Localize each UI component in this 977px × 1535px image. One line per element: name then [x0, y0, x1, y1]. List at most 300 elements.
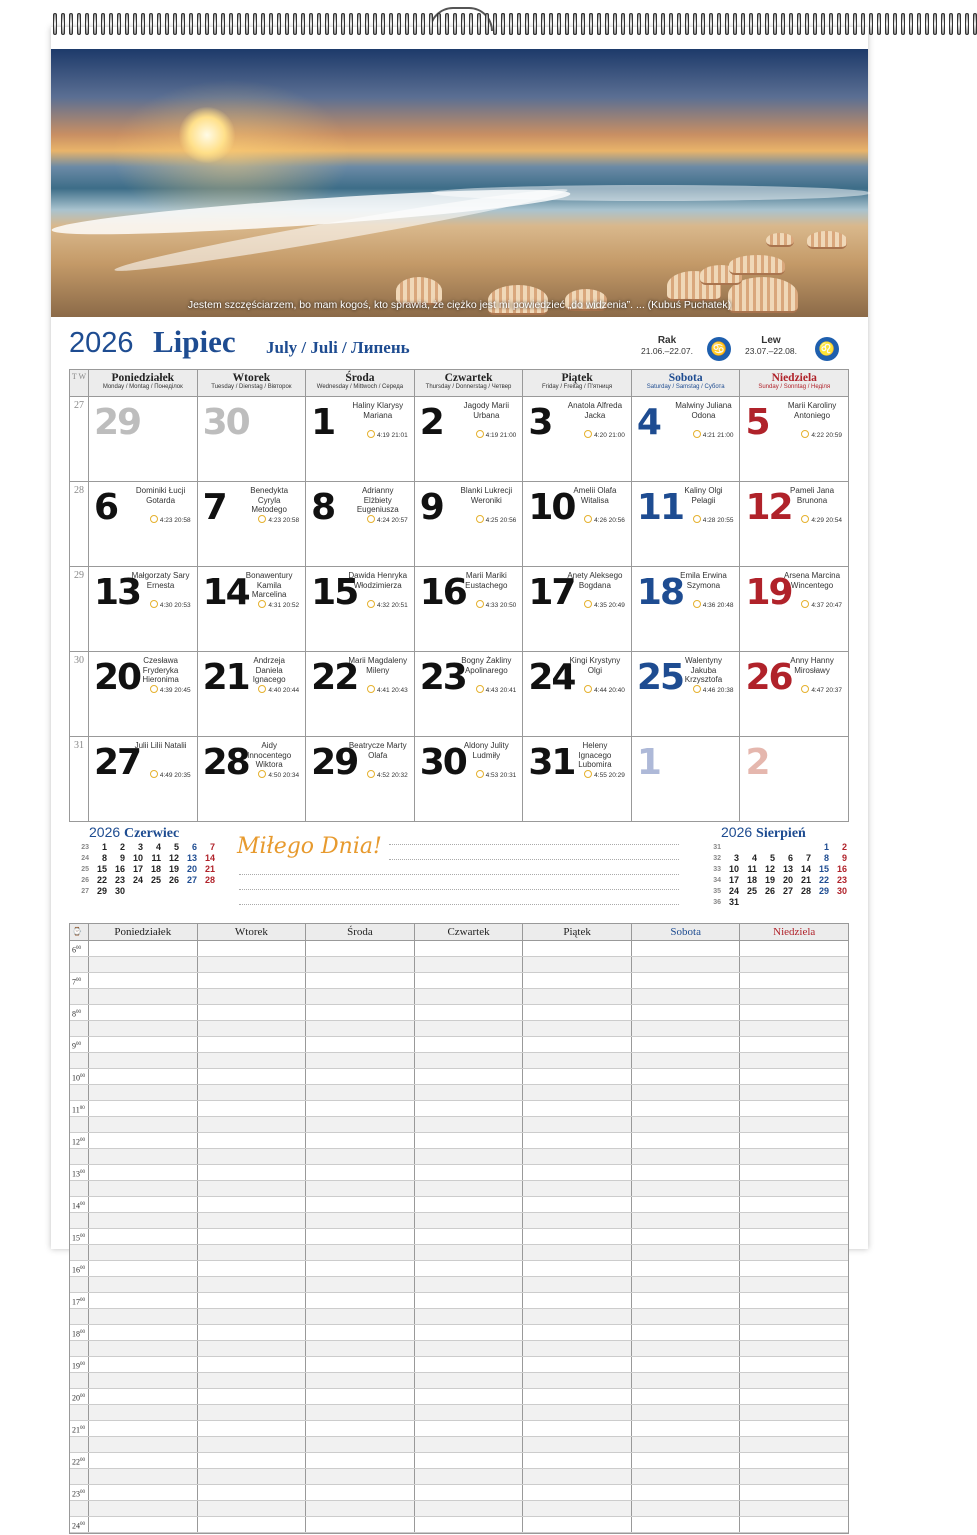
day-cell[interactable]: [198, 397, 307, 481]
planner-slot[interactable]: [415, 1005, 524, 1020]
planner-slot[interactable]: [306, 1293, 415, 1308]
planner-slot[interactable]: [306, 1357, 415, 1372]
planner-slot[interactable]: [523, 1437, 632, 1452]
planner-slot[interactable]: [740, 1133, 848, 1148]
planner-slot[interactable]: [523, 1069, 632, 1084]
planner-slot[interactable]: [523, 957, 632, 972]
planner-slot[interactable]: [523, 1309, 632, 1324]
planner-slot[interactable]: [306, 1341, 415, 1356]
planner-slot[interactable]: [523, 1517, 632, 1532]
planner-slot[interactable]: [740, 1085, 848, 1100]
planner-slot[interactable]: [198, 1357, 307, 1372]
planner-slot[interactable]: [306, 1517, 415, 1532]
planner-slot[interactable]: [632, 1517, 741, 1532]
planner-slot[interactable]: [523, 1149, 632, 1164]
planner-slot[interactable]: [523, 1101, 632, 1116]
planner-slot[interactable]: [740, 1421, 848, 1436]
planner-slot[interactable]: [198, 941, 307, 956]
planner-slot[interactable]: [740, 1005, 848, 1020]
day-cell[interactable]: [415, 737, 524, 821]
planner-slot[interactable]: [740, 1181, 848, 1196]
mini-day: 30: [114, 886, 125, 896]
day-cell[interactable]: [306, 652, 415, 736]
planner-slot[interactable]: [523, 1005, 632, 1020]
planner-slot[interactable]: [89, 1213, 198, 1228]
planner-slot[interactable]: [740, 1389, 848, 1404]
planner-slot[interactable]: [632, 1133, 741, 1148]
planner-slot[interactable]: [306, 1261, 415, 1276]
planner-slot[interactable]: [306, 941, 415, 956]
planner-slot[interactable]: [415, 1485, 524, 1500]
planner-slot[interactable]: [306, 1085, 415, 1100]
planner-slot[interactable]: [198, 1421, 307, 1436]
planner-slot[interactable]: [89, 973, 198, 988]
day-cell[interactable]: [198, 482, 307, 566]
mini-day: 23: [836, 875, 847, 885]
planner-slot[interactable]: [198, 1277, 307, 1292]
planner-slot[interactable]: [198, 957, 307, 972]
planner-slot[interactable]: [198, 973, 307, 988]
day-cell[interactable]: [306, 397, 415, 481]
planner-slot[interactable]: [198, 1229, 307, 1244]
planner-slot[interactable]: [415, 1357, 524, 1372]
planner-slot[interactable]: [89, 989, 198, 1004]
planner-slot[interactable]: [523, 973, 632, 988]
day-cell[interactable]: [632, 397, 741, 481]
planner-slot[interactable]: [632, 1229, 741, 1244]
planner-slot[interactable]: [306, 1197, 415, 1212]
day-cell[interactable]: [89, 482, 198, 566]
day-cell[interactable]: [740, 482, 848, 566]
planner-slot[interactable]: [306, 1133, 415, 1148]
planner-slot[interactable]: [306, 1453, 415, 1468]
planner-slot[interactable]: [89, 1149, 198, 1164]
planner-slot[interactable]: [740, 1229, 848, 1244]
planner-slot[interactable]: [740, 1325, 848, 1340]
planner-slot[interactable]: [89, 1005, 198, 1020]
planner-slot[interactable]: [523, 1485, 632, 1500]
planner-slot[interactable]: [89, 1517, 198, 1532]
planner-slot[interactable]: [632, 1389, 741, 1404]
day-cell[interactable]: [523, 397, 632, 481]
planner-slot[interactable]: [89, 1117, 198, 1132]
planner-slot[interactable]: [198, 1181, 307, 1196]
planner-slot[interactable]: [632, 1485, 741, 1500]
planner-slot[interactable]: [415, 1421, 524, 1436]
planner-slot[interactable]: [415, 1469, 524, 1484]
planner-slot[interactable]: [89, 1485, 198, 1500]
planner-slot[interactable]: [306, 1373, 415, 1388]
planner-slot[interactable]: [632, 1421, 741, 1436]
planner-slot[interactable]: [523, 1421, 632, 1436]
planner-slot[interactable]: [306, 1005, 415, 1020]
day-cell[interactable]: [415, 482, 524, 566]
nameday-names: Pameli Jana Brunona: [790, 486, 835, 505]
planner-slot[interactable]: [306, 1325, 415, 1340]
planner-slot[interactable]: [632, 1181, 741, 1196]
planner-slot[interactable]: [198, 1437, 307, 1452]
planner-slot[interactable]: [523, 941, 632, 956]
day-cell[interactable]: [89, 652, 198, 736]
planner-slot[interactable]: [415, 1101, 524, 1116]
planner-hour-row: [70, 989, 848, 1005]
planner-slot[interactable]: [198, 1005, 307, 1020]
planner-slot[interactable]: [198, 1213, 307, 1228]
day-cell[interactable]: [523, 652, 632, 736]
planner-slot[interactable]: [523, 1037, 632, 1052]
planner-slot[interactable]: [306, 1037, 415, 1052]
planner-slot[interactable]: [415, 1293, 524, 1308]
planner-slot[interactable]: [198, 1389, 307, 1404]
planner-slot[interactable]: [415, 973, 524, 988]
planner-slot[interactable]: [198, 1245, 307, 1260]
planner-slot[interactable]: [740, 1277, 848, 1292]
planner-slot[interactable]: [306, 1149, 415, 1164]
planner-slot[interactable]: [523, 1229, 632, 1244]
day-cell[interactable]: [306, 567, 415, 651]
planner-slot[interactable]: [198, 1021, 307, 1036]
day-cell[interactable]: [89, 737, 198, 821]
planner-slot[interactable]: [415, 1437, 524, 1452]
planner-slot[interactable]: [740, 1485, 848, 1500]
planner-slot[interactable]: [740, 1117, 848, 1132]
planner-slot[interactable]: [89, 1357, 198, 1372]
planner-slot[interactable]: [740, 957, 848, 972]
planner-slot[interactable]: [632, 1437, 741, 1452]
planner-slot[interactable]: [198, 1133, 307, 1148]
planner-slot[interactable]: [632, 1245, 741, 1260]
planner-slot[interactable]: [632, 1021, 741, 1036]
day-cell[interactable]: [415, 652, 524, 736]
planner-slot[interactable]: [415, 1277, 524, 1292]
planner-slot[interactable]: [198, 1469, 307, 1484]
day-cell[interactable]: [740, 737, 848, 821]
planner-slot[interactable]: [632, 989, 741, 1004]
planner-slot[interactable]: [306, 1165, 415, 1180]
planner-slot[interactable]: [89, 1373, 198, 1388]
planner-slot[interactable]: [740, 1405, 848, 1420]
planner-slot[interactable]: [632, 973, 741, 988]
planner-slot[interactable]: [89, 1421, 198, 1436]
planner-slot[interactable]: [198, 1485, 307, 1500]
planner-slot[interactable]: [306, 1101, 415, 1116]
day-cell[interactable]: [89, 567, 198, 651]
planner-slot[interactable]: [89, 1293, 198, 1308]
planner-slot[interactable]: [523, 1021, 632, 1036]
planner-slot[interactable]: [740, 941, 848, 956]
planner-slot[interactable]: [415, 1309, 524, 1324]
planner-slot[interactable]: [523, 1357, 632, 1372]
planner-slot[interactable]: [632, 1293, 741, 1308]
planner-slot[interactable]: [198, 1517, 307, 1532]
planner-slot[interactable]: [89, 1165, 198, 1180]
planner-slot[interactable]: [89, 1341, 198, 1356]
planner-slot[interactable]: [632, 1357, 741, 1372]
planner-slot[interactable]: [89, 941, 198, 956]
planner-slot[interactable]: [89, 1325, 198, 1340]
planner-slot[interactable]: [740, 1165, 848, 1180]
planner-slot[interactable]: [198, 1149, 307, 1164]
planner-slot[interactable]: [740, 1261, 848, 1276]
planner-slot[interactable]: [415, 1053, 524, 1068]
planner-slot[interactable]: [89, 1069, 198, 1084]
planner-slot[interactable]: [198, 1453, 307, 1468]
planner-slot[interactable]: [632, 941, 741, 956]
planner-slot[interactable]: [523, 1469, 632, 1484]
day-cell[interactable]: [415, 567, 524, 651]
day-cell[interactable]: [89, 397, 198, 481]
planner-slot[interactable]: [415, 1325, 524, 1340]
planner-slot[interactable]: [306, 1069, 415, 1084]
planner-slot[interactable]: [415, 1197, 524, 1212]
planner-slot[interactable]: [523, 1453, 632, 1468]
planner-slot[interactable]: [198, 1197, 307, 1212]
planner-slot[interactable]: [89, 1181, 198, 1196]
planner-slot[interactable]: [198, 1069, 307, 1084]
planner-slot[interactable]: [198, 1309, 307, 1324]
day-cell[interactable]: [198, 567, 307, 651]
planner-slot[interactable]: [632, 1117, 741, 1132]
planner-slot[interactable]: [740, 973, 848, 988]
planner-slot[interactable]: [415, 1501, 524, 1516]
planner-slot[interactable]: [198, 1261, 307, 1276]
planner-slot[interactable]: [632, 1341, 741, 1356]
planner-slot[interactable]: [523, 1117, 632, 1132]
planner-slot[interactable]: [632, 1149, 741, 1164]
planner-slot[interactable]: [415, 1213, 524, 1228]
planner-slot[interactable]: [740, 1517, 848, 1532]
planner-slot[interactable]: [632, 1373, 741, 1388]
planner-slot[interactable]: [306, 1117, 415, 1132]
sunrise-sunset: 4:22 20:59: [801, 430, 842, 439]
planner-slot[interactable]: [306, 1469, 415, 1484]
planner-slot[interactable]: [523, 1373, 632, 1388]
day-cell[interactable]: [632, 737, 741, 821]
planner-slot[interactable]: [415, 1517, 524, 1532]
planner-slot[interactable]: [740, 1149, 848, 1164]
planner-slot[interactable]: [306, 1213, 415, 1228]
planner-slot[interactable]: [415, 1261, 524, 1276]
day-cell[interactable]: [306, 737, 415, 821]
planner-slot[interactable]: [89, 1245, 198, 1260]
planner-slot[interactable]: [198, 1501, 307, 1516]
planner-slot[interactable]: [306, 1053, 415, 1068]
mini-day: 5: [769, 853, 775, 863]
planner-slot[interactable]: [306, 989, 415, 1004]
day-cell[interactable]: [198, 652, 307, 736]
planner-slot[interactable]: [198, 1101, 307, 1116]
planner-slot[interactable]: [89, 1053, 198, 1068]
planner-slot[interactable]: [198, 1325, 307, 1340]
planner-slot[interactable]: [740, 1309, 848, 1324]
planner-slot[interactable]: [306, 1229, 415, 1244]
planner-slot[interactable]: [632, 957, 741, 972]
planner-slot[interactable]: [415, 1229, 524, 1244]
planner-slot[interactable]: [306, 1021, 415, 1036]
day-cell[interactable]: [523, 482, 632, 566]
planner-slot[interactable]: [89, 957, 198, 972]
planner-slot[interactable]: [198, 1341, 307, 1356]
planner-slot[interactable]: [89, 1453, 198, 1468]
planner-slot[interactable]: [523, 1501, 632, 1516]
planner-slot[interactable]: [740, 1453, 848, 1468]
day-cell[interactable]: [740, 652, 848, 736]
planner-slot[interactable]: [198, 1373, 307, 1388]
planner-slot[interactable]: [523, 1053, 632, 1068]
planner-slot[interactable]: [415, 1405, 524, 1420]
planner-slot[interactable]: [415, 1037, 524, 1052]
planner-slot[interactable]: [523, 1261, 632, 1276]
planner-slot[interactable]: [89, 1437, 198, 1452]
planner-slot[interactable]: [415, 1389, 524, 1404]
planner-slot[interactable]: [306, 1421, 415, 1436]
planner-slot[interactable]: [89, 1261, 198, 1276]
planner-slot[interactable]: [523, 989, 632, 1004]
planner-slot[interactable]: [198, 1085, 307, 1100]
planner-slot[interactable]: [632, 1405, 741, 1420]
planner-slot[interactable]: [632, 1005, 741, 1020]
planner-slot[interactable]: [415, 1341, 524, 1356]
planner-slot[interactable]: [632, 1501, 741, 1516]
planner-slot[interactable]: [198, 1165, 307, 1180]
day-cell[interactable]: [632, 482, 741, 566]
planner-slot[interactable]: [740, 1437, 848, 1452]
day-cell[interactable]: [632, 652, 741, 736]
planner-slot[interactable]: [415, 1085, 524, 1100]
planner-slot[interactable]: [306, 1501, 415, 1516]
planner-slot[interactable]: [740, 1053, 848, 1068]
planner-slot[interactable]: [740, 1021, 848, 1036]
planner-slot[interactable]: [523, 1197, 632, 1212]
planner-slot[interactable]: [632, 1325, 741, 1340]
planner-slot[interactable]: [198, 1117, 307, 1132]
planner-slot[interactable]: [306, 1181, 415, 1196]
day-cell[interactable]: [523, 737, 632, 821]
planner-slot[interactable]: [740, 1037, 848, 1052]
planner-slot[interactable]: [523, 1389, 632, 1404]
planner-slot[interactable]: [306, 957, 415, 972]
planner-slot[interactable]: [306, 1309, 415, 1324]
day-cell[interactable]: [523, 567, 632, 651]
planner-slot[interactable]: [523, 1085, 632, 1100]
day-cell[interactable]: [740, 567, 848, 651]
planner-slot[interactable]: [415, 1165, 524, 1180]
planner-slot[interactable]: [632, 1277, 741, 1292]
planner-slot[interactable]: [523, 1341, 632, 1356]
planner-slot[interactable]: [740, 1469, 848, 1484]
planner-slot[interactable]: [89, 1197, 198, 1212]
planner-slot[interactable]: [89, 1309, 198, 1324]
planner-slot[interactable]: [632, 1197, 741, 1212]
planner-slot[interactable]: [306, 1389, 415, 1404]
planner-slot[interactable]: [198, 1053, 307, 1068]
day-cell[interactable]: [306, 482, 415, 566]
planner-slot[interactable]: [89, 1501, 198, 1516]
planner-slot[interactable]: [89, 1133, 198, 1148]
planner-slot[interactable]: [740, 1357, 848, 1372]
planner-slot[interactable]: [306, 1485, 415, 1500]
planner-slot[interactable]: [198, 1405, 307, 1420]
planner-slot[interactable]: [523, 1325, 632, 1340]
planner-slot[interactable]: [306, 1437, 415, 1452]
planner-slot[interactable]: [523, 1293, 632, 1308]
planner-slot[interactable]: [632, 1469, 741, 1484]
planner-slot[interactable]: [523, 1405, 632, 1420]
planner-slot[interactable]: [632, 1309, 741, 1324]
planner-slot[interactable]: [523, 1165, 632, 1180]
day-cell[interactable]: [632, 567, 741, 651]
planner-slot[interactable]: [306, 1245, 415, 1260]
planner-slot[interactable]: [306, 973, 415, 988]
planner-slot[interactable]: [89, 1405, 198, 1420]
planner-slot[interactable]: [740, 989, 848, 1004]
planner-slot[interactable]: [306, 1277, 415, 1292]
planner-slot[interactable]: [89, 1469, 198, 1484]
planner-slot[interactable]: [89, 1389, 198, 1404]
day-cell[interactable]: [740, 397, 848, 481]
planner-slot[interactable]: [415, 989, 524, 1004]
planner-slot[interactable]: [740, 1293, 848, 1308]
planner-slot[interactable]: [415, 1021, 524, 1036]
planner-slot[interactable]: [632, 1037, 741, 1052]
planner-slot[interactable]: [740, 1069, 848, 1084]
day-cell[interactable]: [415, 397, 524, 481]
day-cell[interactable]: [198, 737, 307, 821]
planner-slot[interactable]: [89, 1101, 198, 1116]
planner-slot[interactable]: [198, 989, 307, 1004]
planner-slot[interactable]: [415, 1245, 524, 1260]
planner-slot[interactable]: [632, 1101, 741, 1116]
planner-slot[interactable]: [198, 1293, 307, 1308]
planner-slot[interactable]: [632, 1053, 741, 1068]
planner-slot[interactable]: [632, 1085, 741, 1100]
planner-slot[interactable]: [89, 1085, 198, 1100]
planner-slot[interactable]: [740, 1101, 848, 1116]
planner-slot[interactable]: [523, 1181, 632, 1196]
planner-slot[interactable]: [523, 1245, 632, 1260]
planner-slot[interactable]: [523, 1213, 632, 1228]
planner-slot[interactable]: [632, 1165, 741, 1180]
planner-slot[interactable]: [198, 1037, 307, 1052]
planner-slot[interactable]: [415, 1373, 524, 1388]
planner-slot[interactable]: [89, 1277, 198, 1292]
planner-slot[interactable]: [415, 1453, 524, 1468]
planner-slot[interactable]: [523, 1277, 632, 1292]
planner-slot[interactable]: [740, 1341, 848, 1356]
planner-slot[interactable]: [632, 1069, 741, 1084]
planner-slot[interactable]: [632, 1213, 741, 1228]
planner-slot[interactable]: [740, 1501, 848, 1516]
planner-slot[interactable]: [415, 1133, 524, 1148]
planner-slot[interactable]: [523, 1133, 632, 1148]
planner-slot[interactable]: [632, 1453, 741, 1468]
planner-slot[interactable]: [89, 1037, 198, 1052]
planner-slot[interactable]: [740, 1373, 848, 1388]
planner-slot[interactable]: [740, 1213, 848, 1228]
planner-slot[interactable]: [306, 1405, 415, 1420]
planner-slot[interactable]: [415, 957, 524, 972]
planner-slot[interactable]: [740, 1197, 848, 1212]
planner-slot[interactable]: [415, 1149, 524, 1164]
planner-slot[interactable]: [632, 1261, 741, 1276]
planner-slot[interactable]: [89, 1021, 198, 1036]
planner-slot[interactable]: [89, 1229, 198, 1244]
planner-slot[interactable]: [415, 1181, 524, 1196]
planner-slot[interactable]: [415, 1117, 524, 1132]
planner-slot[interactable]: [415, 1069, 524, 1084]
planner-slot[interactable]: [415, 941, 524, 956]
planner-slot[interactable]: [740, 1245, 848, 1260]
